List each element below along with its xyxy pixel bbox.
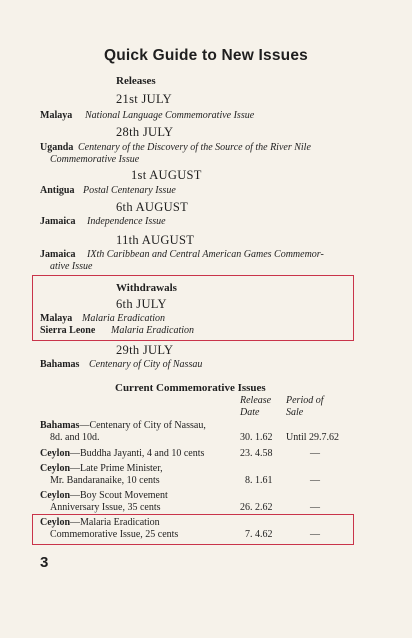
withdrawal-country: Sierra Leone [40,325,96,336]
release-date-cell: 26. 2.62 [240,502,273,513]
withdrawal-date: 29th JULY [116,343,174,357]
release-issue: Centenary of the Discovery of the Source of the River Nile [78,142,311,153]
release-date: 28th JULY [116,125,174,139]
period-of-sale-cell: — [310,448,320,459]
release-issue: IXth Caribbean and Central American Games Commemor- [87,249,324,260]
withdrawal-date: 6th JULY [116,297,167,311]
release-issue-continued: ative Issue [50,261,93,272]
release-issue: Postal Centenary Issue [83,185,176,196]
withdrawal-issue: Malaria Eradication [111,325,195,336]
current-issues-heading: Current Commemorative Issues [115,382,266,394]
withdrawals-heading: Withdrawals [116,282,177,294]
release-date: 1st AUGUST [131,168,202,182]
period-of-sale-cell: — [310,502,320,513]
table-row: Ceylon—Buddha Jayanti, 4 and 10 cents [40,448,205,459]
release-issue-continued: Commemorative Issue [50,154,140,165]
withdrawal-issue: Malaria Eradication [82,313,166,324]
release-date: 6th AUGUST [116,200,189,214]
table-row: Ceylon—Late Prime Minister, [40,463,163,474]
table-row: Bahamas—Centenary of City of Nassau, [40,420,206,431]
release-date: 21st JULY [116,92,172,106]
release-date-cell: 7. 4.62 [245,529,273,540]
release-country: Malaya [40,110,73,121]
release-country: Uganda [40,142,74,153]
table-row-continued: Commemorative Issue, 25 cents [50,529,179,540]
page-number: 3 [40,554,49,571]
release-issue: Independence Issue [87,216,166,227]
release-date-cell: 23. 4.58 [240,448,273,459]
table-row-continued: Mr. Bandaranaike, 10 cents [50,475,160,486]
release-date-column-header: Release Date [240,395,272,418]
release-country: Jamaica [40,249,76,260]
withdrawal-issue: Centenary of City of Nassau [89,359,203,370]
period-of-sale-cell: — [310,529,320,540]
withdrawal-country: Bahamas [40,359,80,370]
table-row: Ceylon—Malaria Eradication [40,517,160,528]
period-of-sale-column-header: Period of Sale [286,395,324,418]
release-date: 11th AUGUST [116,233,195,247]
table-row-continued: 8d. and 10d. [50,432,100,443]
period-of-sale-cell: Until 29.7.62 [286,432,340,443]
release-country: Antigua [40,185,75,196]
withdrawal-country: Malaya [40,313,73,324]
releases-heading: Releases [116,75,156,87]
period-of-sale-cell: — [310,475,320,486]
table-row: Ceylon—Boy Scout Movement [40,490,168,501]
page-title: Quick Guide to New Issues [104,47,308,64]
release-date-cell: 8. 1.61 [245,475,273,486]
table-row-continued: Anniversary Issue, 35 cents [50,502,161,513]
release-date-cell: 30. 1.62 [240,432,273,443]
release-country: Jamaica [40,216,76,227]
release-issue: National Language Commemorative Issue [85,110,255,121]
